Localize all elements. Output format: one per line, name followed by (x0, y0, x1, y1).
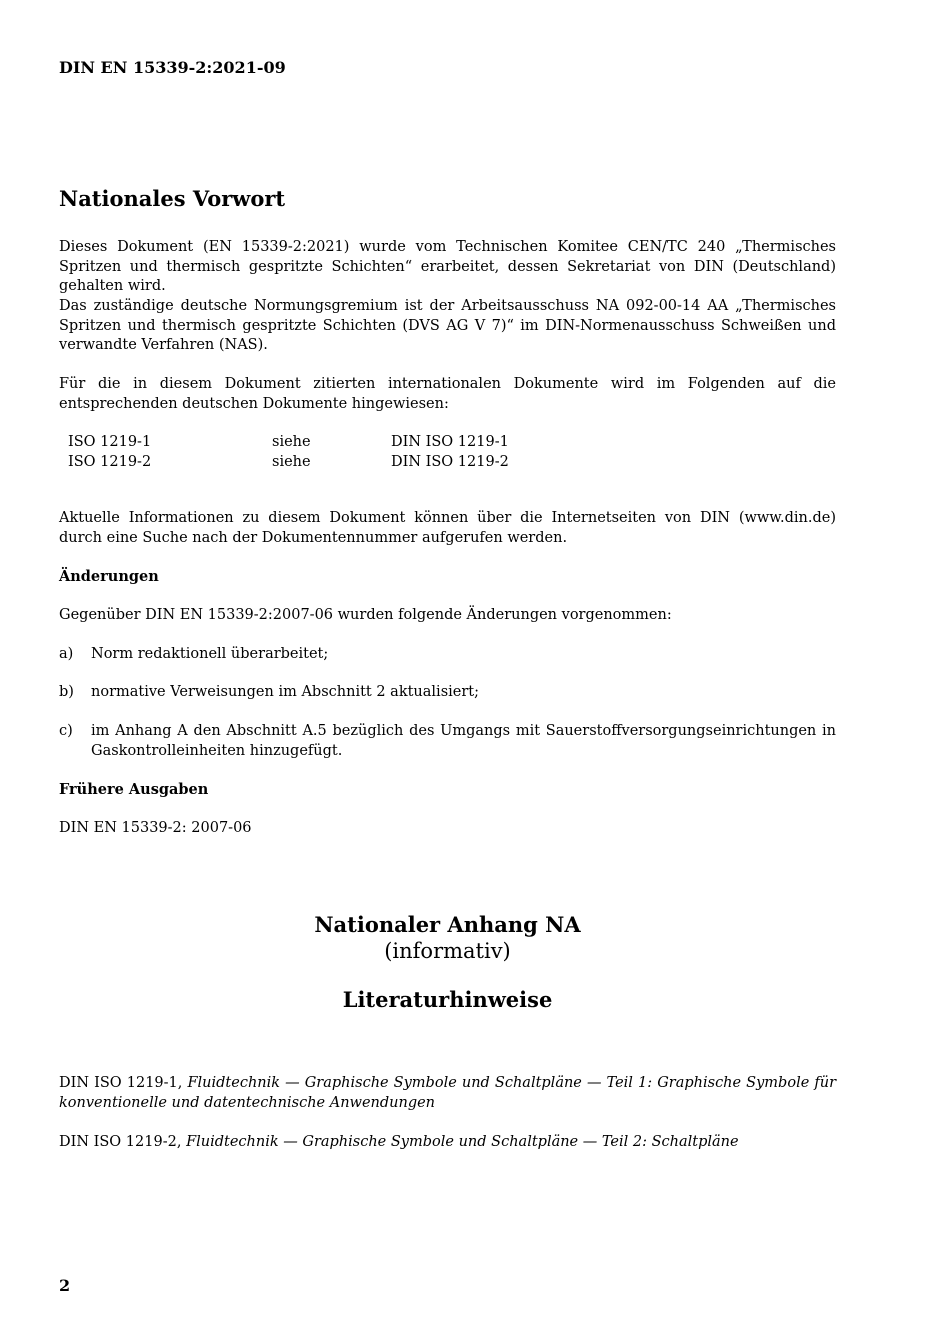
previous-editions-heading: Frühere Ausgaben (59, 781, 209, 798)
page-number: 2 (59, 1276, 71, 1295)
intl-ref: ISO 1219-2 (68, 453, 152, 470)
previous-editions-text: DIN EN 15339-2: 2007-06 (59, 820, 252, 836)
bibliography-title-text: Fluidtechnik — Graphische Symbole und Schaltpläne — Teil 2: Schaltpläne (186, 1134, 739, 1150)
foreword-paragraph-4: Aktuelle Informationen zu diesem Dokument können über die Internetseiten von DIN (www.din.de) durch eine Suche nach der Dokumentennummer aufgerufen werden. (59, 510, 836, 546)
list-text: im Anhang A den Abschnitt A.5 bezüglich des Umgangs mit Sauerstoffversorgungseinrichtungen in Gaskontrolleinheiten hinzugefügt. (91, 723, 836, 759)
list-item (59, 683, 836, 703)
list-marker: b) (59, 684, 74, 700)
foreword-paragraph-2: Das zuständige deutsche Normungsgremium ist der Arbeitsausschuss NA 092-00-14 AA „Thermisches Spritzen und thermisch gespritzte Schichten (DVS AG V 7)“ im DIN-Normenausschuss Schweißen und verwandte Verfahren (NAS). (59, 298, 836, 353)
list-item (59, 645, 836, 665)
bibliography-title-text: Fluidtechnik — Graphische Symbole und Schaltpläne — Teil 1: Graphische Symbole für konventionelle und datentechnische Anwendungen (59, 1075, 837, 1111)
foreword-paragraph-3: Für die in diesem Dokument zitierten internationalen Dokumente wird im Folgenden auf die entsprechenden deutschen Dokumente hingewiesen: (59, 376, 836, 412)
list-marker: c) (59, 723, 73, 739)
changes-heading: Änderungen (59, 568, 159, 585)
annex-subtitle: (informativ) (384, 939, 511, 963)
changes-intro: Gegenüber DIN EN 15339-2:2007-06 wurden folgende Änderungen vorgenommen: (59, 607, 672, 623)
see-label: siehe (272, 434, 311, 450)
bibliography-number: DIN ISO 1219-1, (59, 1075, 183, 1091)
bibliography-entry-1 (59, 1074, 836, 1113)
foreword-paragraph-1: Dieses Dokument (EN 15339-2:2021) wurde vom Technischen Komitee CEN/TC 240 „Thermisches Spritzen und thermisch gespritzte Schichten“ erarbeitet, dessen Sekretariat von DIN (Deutschland) gehalten wird. (59, 239, 836, 294)
annex-title: Nationaler Anhang NA (314, 912, 581, 937)
see-label: siehe (272, 453, 311, 470)
list-text: normative Verweisungen im Abschnitt 2 aktualisiert; (91, 684, 479, 700)
table-row (59, 433, 509, 453)
document-id: DIN EN 15339-2:2021-09 (59, 58, 286, 77)
din-ref: DIN ISO 1219-2 (391, 453, 509, 470)
foreword-title: Nationales Vorwort (59, 186, 286, 211)
list-text: Norm redaktionell überarbeitet; (91, 646, 329, 662)
intl-ref: ISO 1219-1 (68, 434, 152, 450)
reference-table (59, 433, 509, 472)
bibliography-title: Literaturhinweise (342, 987, 553, 1012)
list-item (59, 722, 836, 761)
bibliography-number: DIN ISO 1219-2, (59, 1134, 182, 1150)
list-marker: a) (59, 646, 74, 662)
din-ref: DIN ISO 1219-1 (391, 434, 509, 450)
table-row (59, 453, 509, 473)
bibliography-entry-2 (59, 1133, 836, 1153)
